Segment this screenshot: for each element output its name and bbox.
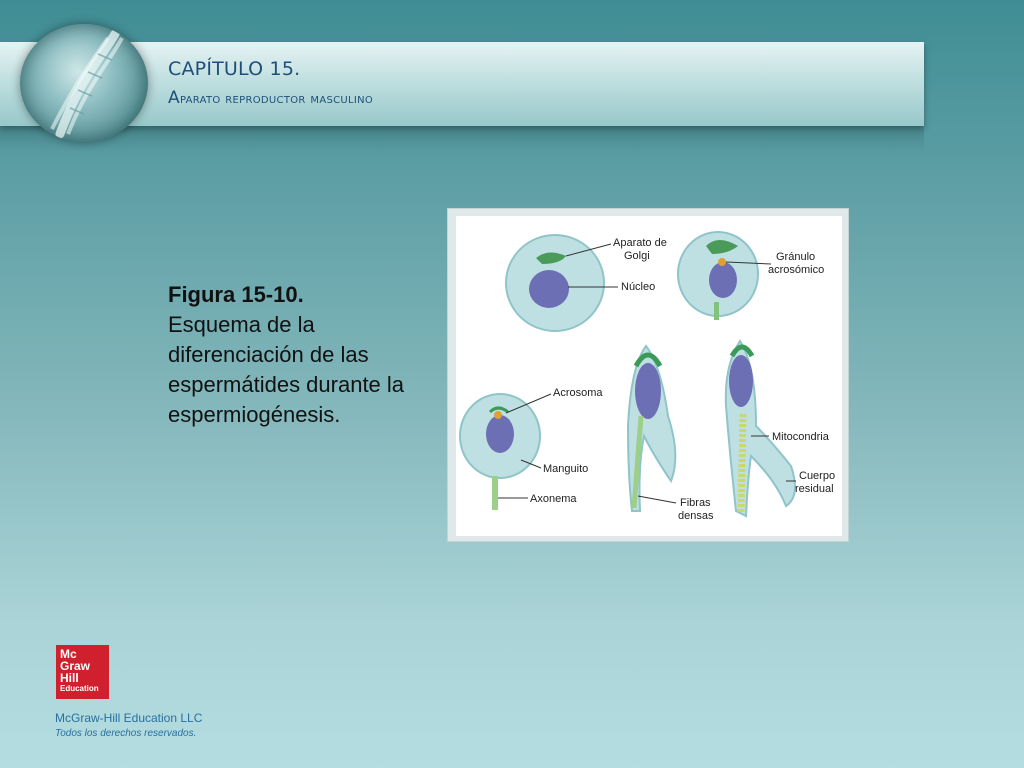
label-cuerpo: Cuerpo residual	[795, 470, 836, 495]
figure-frame	[447, 208, 849, 542]
label-manguito: Manguito	[543, 463, 589, 475]
chapter-title: CAPÍTULO 15.	[168, 58, 301, 80]
label-fibras: Fibras densas	[678, 497, 714, 522]
label-axonema: Axonema	[530, 493, 577, 505]
label-granulo: Gránulo acrosómico	[768, 251, 825, 276]
figure-caption	[168, 280, 428, 430]
logo-line-1: Mc	[60, 647, 77, 661]
label-mitocondria: Mitocondria	[772, 431, 829, 443]
label-acrosoma: Acrosoma	[553, 387, 603, 399]
figure-number: Figura 15-10.	[168, 282, 304, 307]
figure-caption-text: Esquema de la diferenciación de las espermátides durante la espermiogénesis.	[168, 312, 405, 427]
company-name: McGraw-Hill Education LLC	[55, 711, 203, 725]
label-golgi: Aparato de Golgi	[613, 237, 667, 262]
chapter-subtitle: Aparato reproductor masculino	[168, 88, 374, 108]
mcgraw-hill-logo	[56, 645, 109, 699]
label-nucleo: Núcleo	[621, 281, 656, 293]
logo-line-3: Hill	[60, 671, 79, 685]
spermiogenesis-diagram	[456, 216, 842, 536]
chromosome-orb-image	[20, 24, 148, 142]
header-banner-shadow	[0, 126, 924, 152]
logo-line-4: Education	[60, 684, 99, 693]
logo-line-2: Graw	[60, 659, 91, 673]
rights-notice: Todos los derechos reservados.	[55, 728, 197, 739]
